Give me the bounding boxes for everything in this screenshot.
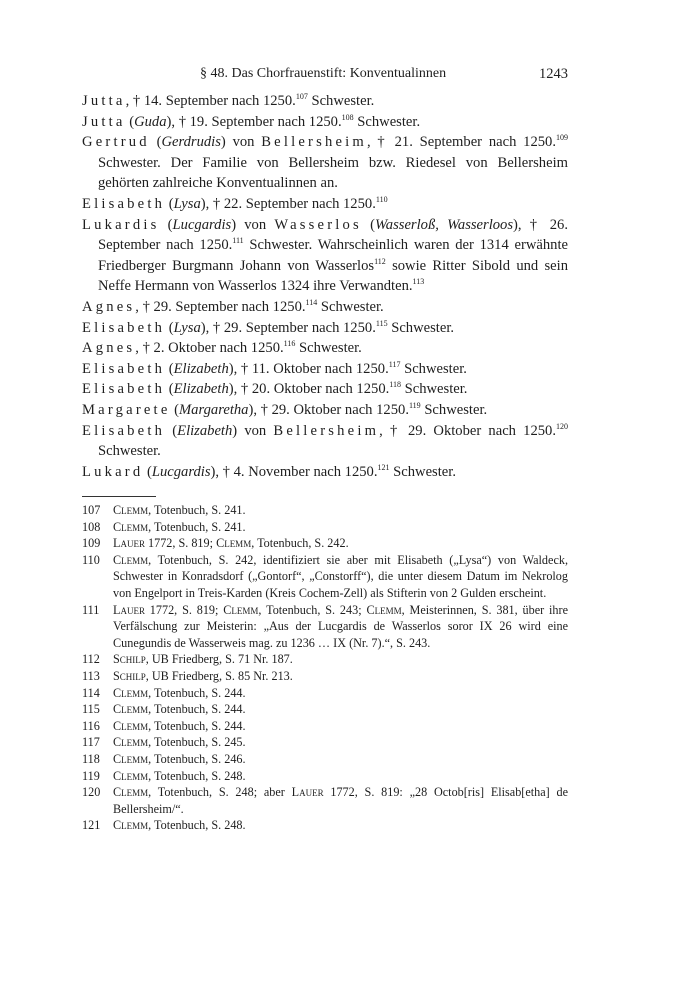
entry — [82, 194, 568, 215]
author-name: Clemm — [216, 536, 252, 551]
footnote-text: , Totenbuch, S. 242. — [251, 536, 349, 551]
entry-name-variant: Lysa — [173, 195, 201, 212]
footnote — [82, 734, 568, 751]
author-name: Clemm — [113, 768, 149, 783]
entry-text: ( — [125, 113, 135, 130]
footnote-text: , Totenbuch, S. 245. — [148, 735, 246, 750]
author-name: Lauer — [291, 785, 324, 800]
footnote-number: 121 — [82, 818, 101, 833]
footnote-text: , Totenbuch, S. 243; — [258, 602, 367, 617]
author-name: Clemm — [113, 818, 149, 833]
entry-name: Elisabeth — [82, 422, 166, 439]
author-name: Lauer — [113, 536, 145, 551]
entry-name: Elisabeth — [82, 319, 166, 336]
entry-text: sowie Ritter Sibold und sein Neffe Hermann von Wasserlos 1324 ihre Verwandten. — [98, 257, 568, 295]
entry — [82, 338, 568, 359]
entry-text: Schwester. — [353, 113, 421, 130]
footnote-number: 119 — [82, 768, 100, 783]
footnote-ref: 112 — [374, 256, 386, 266]
footnote — [82, 552, 568, 602]
footnote-ref: 119 — [408, 400, 421, 410]
footnote-text: , Totenbuch, S. 246. — [148, 751, 246, 766]
author-name: Clemm — [113, 519, 149, 534]
footnote-text: , Totenbuch, S. 244. — [148, 702, 246, 717]
footnote-text: 1772, S. 819: „28 Octob[ris] Elisab[etha] de Bellersheim/“. — [113, 785, 568, 816]
footnote-text: , Totenbuch, S. 241. — [148, 503, 246, 517]
footnote — [82, 519, 568, 536]
footnote-ref: 120 — [556, 421, 568, 431]
entry-name-variant: Lucgardis — [172, 216, 232, 233]
entry-name: Gertrud — [82, 134, 150, 151]
footnote-text: , Totenbuch, S. 248. — [148, 818, 246, 833]
entry-text: ( — [143, 463, 152, 480]
entry — [82, 297, 568, 318]
footnote-ref: 107 — [295, 92, 308, 101]
footnote-number: 112 — [82, 652, 100, 667]
entry-text: , † 29. September nach 1250. — [135, 298, 306, 315]
footnote-text: 1772, S. 819; — [144, 602, 224, 617]
entry-text: ( — [165, 319, 174, 336]
footnote — [82, 685, 568, 702]
footnote-list — [82, 502, 568, 834]
footnote — [82, 751, 568, 768]
footnote-number: 120 — [82, 785, 101, 800]
footnote-number: 107 — [82, 503, 101, 517]
entry — [82, 379, 568, 400]
entry — [82, 91, 568, 112]
entry-text: , † 2. Oktober nach 1250. — [135, 340, 284, 357]
entry-name: Elisabeth — [82, 360, 166, 377]
entry-name: Margarete — [82, 401, 171, 418]
entry-text: ( — [159, 216, 173, 233]
entry-text: Schwester. — [420, 401, 488, 418]
entry — [82, 112, 568, 133]
entry-text: Schwester. — [98, 443, 161, 460]
entry-name: Jutta — [82, 93, 126, 109]
entry-text: ( — [361, 216, 375, 233]
entry-name: Elisabeth — [82, 195, 166, 212]
footnote — [82, 651, 568, 668]
footnote-text: , Totenbuch, S. 242, identifiziert sie aber mit Elisabeth („Lysa“) von Waldeck, Schwester in Konradsdorf („Gontorf“, „Constorff“), die unter diesem Datum im Nekrolog von Engelport in Treis-Karden (Kreis Cochem-Zell) als Stifterin von 2 Gulden erscheint. — [113, 552, 568, 600]
author-name: Clemm — [113, 702, 149, 717]
entry-text: Schwester. — [400, 381, 468, 398]
footnote-ref: 118 — [389, 380, 401, 390]
entry-text: Schwester. — [387, 319, 455, 336]
entry-name-variant: Margaretha — [179, 401, 249, 418]
footnote-ref: 117 — [388, 359, 401, 369]
footnote — [82, 602, 568, 652]
entry-name: Jutta — [82, 113, 126, 130]
entry-name: Agnes — [82, 340, 136, 357]
entry — [82, 462, 568, 483]
entry-text: ), † 26. September nach 1250. — [98, 216, 568, 254]
footnote-ref: 109 — [556, 133, 568, 143]
entry-list — [82, 91, 568, 482]
footnote-text: , Totenbuch, S. 241. — [148, 519, 246, 534]
entry-name: Elisabeth — [82, 381, 166, 398]
entry-text: Schwester. — [389, 463, 456, 480]
footnote-text: , UB Friedberg, S. 85 Nr. 213. — [145, 668, 293, 683]
entry-text: ), † 29. Oktober nach 1250. — [248, 401, 409, 418]
entry — [82, 215, 568, 297]
entry-name-variant: Elizabeth — [177, 422, 233, 439]
entry-family-variant: Wasserloß, Wasserloos — [374, 216, 514, 233]
entry-name: Agnes — [82, 298, 136, 315]
footnote-number: 110 — [82, 552, 100, 567]
footnote — [82, 817, 568, 834]
entry-text: ( — [165, 381, 174, 398]
footnote-ref: 121 — [377, 462, 390, 472]
author-name: Clemm — [113, 552, 149, 567]
entry-name-variant: Elizabeth — [173, 360, 229, 377]
footnote-number: 111 — [82, 602, 100, 617]
entry-text: ( — [170, 401, 180, 418]
author-name: Clemm — [366, 602, 402, 617]
footnote-number: 109 — [82, 536, 101, 551]
footnote — [82, 768, 568, 785]
entry-text: ( — [149, 134, 162, 151]
entry — [82, 318, 568, 339]
author-name: Schilp — [113, 652, 146, 667]
entry-name-variant: Lysa — [173, 319, 201, 336]
footnote-ref: 115 — [375, 318, 388, 328]
entry — [82, 359, 568, 380]
entry-text: ( — [165, 422, 178, 439]
footnote-number: 118 — [82, 751, 100, 766]
footnote-number: 115 — [82, 702, 100, 717]
entry-name: Lukardis — [82, 216, 160, 233]
entry-text: ), † 4. November nach 1250. — [210, 463, 378, 480]
entry-text: ( — [165, 195, 174, 212]
footnote-ref: 110 — [375, 194, 388, 204]
running-header — [82, 66, 568, 82]
entry — [82, 421, 568, 462]
entry-text: ), † 19. September nach 1250. — [166, 113, 342, 130]
footnote-number: 116 — [82, 718, 100, 733]
footnote-text: , Meisterinnen, S. 381, über ihre Verfälschung zur Meisterin: „Aus der Lucgardis de Wasserlos soror IX 26 wird eine Cunegundis de Wasserweis mag. zu 1236 … IX (Nr. 7).“, S. 243. — [113, 602, 568, 650]
entry-text: ( — [165, 360, 174, 377]
entry — [82, 132, 568, 194]
footnote — [82, 701, 568, 718]
footnote-text: , Totenbuch, S. 248; aber — [148, 785, 292, 800]
author-name: Clemm — [223, 602, 259, 617]
author-name: Clemm — [113, 685, 149, 700]
footnote-text: , Totenbuch, S. 244. — [148, 718, 246, 733]
footnote-ref: 108 — [341, 112, 354, 122]
entry-text: ), † 11. Oktober nach 1250. — [228, 360, 389, 377]
entry-text: Schwester. — [307, 93, 375, 109]
entry-name-variant: Gerdrudis — [161, 134, 221, 151]
footnote-number: 114 — [82, 685, 100, 700]
entry-family-name: Wasserlos — [274, 216, 362, 233]
author-name: Clemm — [113, 503, 149, 517]
entry-text: ) von — [220, 134, 262, 151]
entry-text: ) von — [231, 216, 275, 233]
footnote-number: 117 — [82, 735, 100, 750]
footnote-number: 108 — [82, 519, 101, 534]
entry-text: Schwester. — [295, 340, 362, 357]
footnote — [82, 502, 568, 519]
entry-name-variant: Lucgardis — [151, 463, 211, 480]
author-name: Clemm — [113, 751, 149, 766]
author-name: Schilp — [113, 668, 146, 683]
entry-text: Schwester. Wahrscheinlich waren der 1314 erwähnte Friedberger Burgmann Johann von Wasserlos — [98, 237, 568, 274]
footnote — [82, 718, 568, 735]
author-name: Clemm — [113, 735, 149, 750]
footnote-rule — [82, 496, 156, 497]
entry-text: ), † 22. September nach 1250. — [200, 195, 376, 212]
entry-text: Schwester. — [400, 360, 467, 377]
author-name: Clemm — [113, 785, 149, 800]
page-number: 1243 — [539, 66, 568, 82]
footnote-text: 1772, S. 819; — [144, 536, 217, 551]
entry-family-name: Bellersheim — [261, 134, 367, 151]
entry-text: ), † 20. Oktober nach 1250. — [228, 381, 390, 398]
entry-text: Schwester. Der Familie von Bellersheim bzw. Riedesel von Bellersheim gehörten zahlreiche Konventualinnen an. — [98, 154, 568, 192]
footnote-ref: 114 — [305, 297, 318, 307]
footnote — [82, 668, 568, 685]
footnote-ref: 116 — [283, 339, 296, 349]
entry-name-variant: Guda — [134, 113, 167, 130]
footnote — [82, 784, 568, 817]
entry-text: , † 29. Oktober nach 1250. — [379, 422, 556, 439]
entry-family-name: Bellersheim — [273, 422, 380, 439]
footnote-text: , Totenbuch, S. 248. — [148, 768, 246, 783]
footnote-text: , UB Friedberg, S. 71 Nr. 187. — [145, 652, 293, 667]
entry-text: Schwester. — [317, 298, 384, 315]
author-name: Lauer — [113, 602, 145, 617]
entry-text: ) von — [232, 422, 274, 439]
entry-text: , † 21. September nach 1250. — [366, 134, 556, 151]
entry-name-variant: Elizabeth — [173, 381, 229, 398]
footnote-text: , Totenbuch, S. 244. — [148, 685, 246, 700]
entry-text: , † 14. September nach 1250. — [125, 93, 296, 109]
entry-name: Lukard — [82, 463, 144, 480]
author-name: Clemm — [113, 718, 149, 733]
footnote-ref: 111 — [232, 236, 244, 246]
footnote — [82, 535, 568, 552]
entry — [82, 400, 568, 421]
entry-text: ), † 29. September nach 1250. — [200, 319, 376, 336]
footnote-ref: 113 — [412, 277, 425, 287]
footnote-number: 113 — [82, 668, 100, 683]
running-title: § 48. Das Chorfrauenstift: Konventualinnen — [200, 66, 447, 81]
